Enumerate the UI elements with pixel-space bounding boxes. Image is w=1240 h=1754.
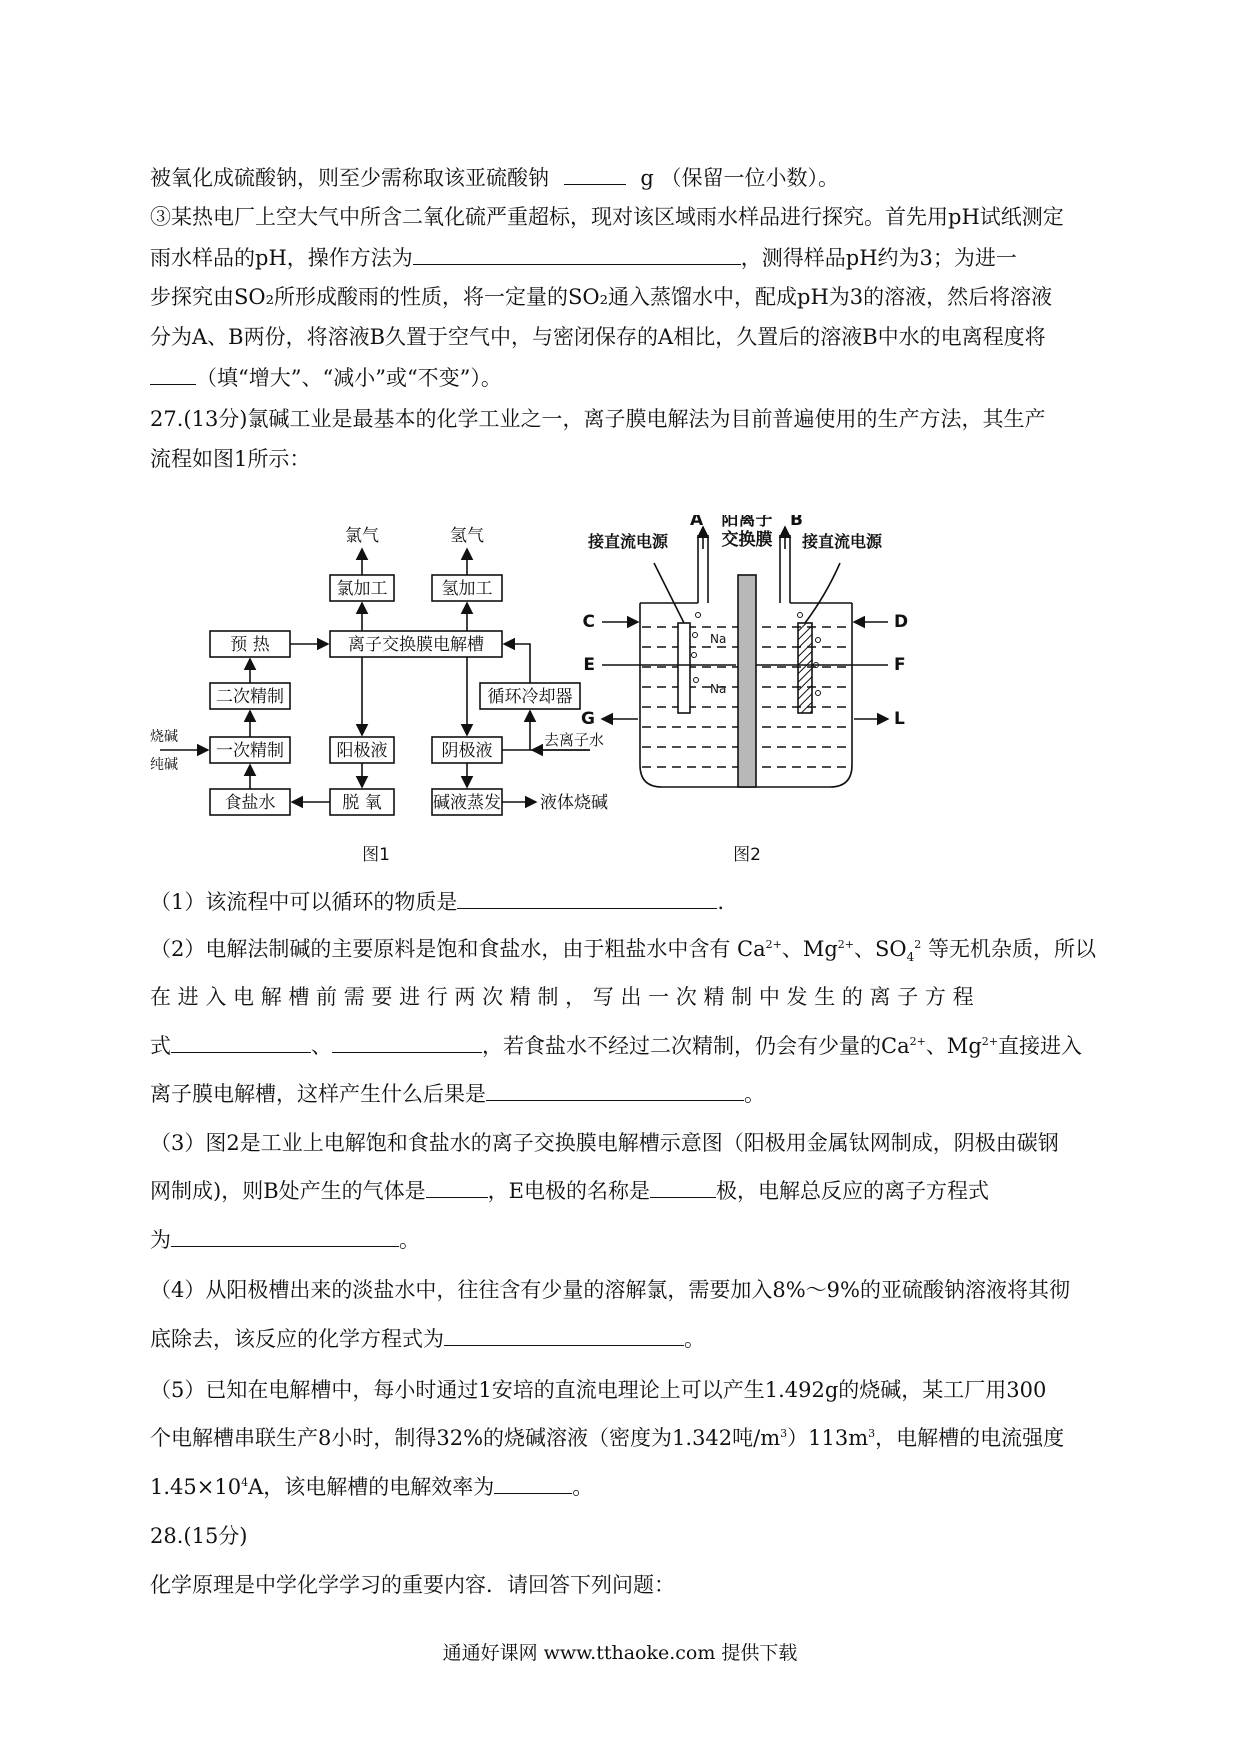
- answer-blank[interactable]: [413, 242, 741, 265]
- answer-blank[interactable]: [171, 1030, 311, 1053]
- answer-blank[interactable]: [150, 362, 196, 385]
- text-line: 底除去，该反应的化学方程式为 。: [150, 1323, 1090, 1354]
- label: F: [894, 655, 906, 675]
- text-line: （4）从阳极槽出来的淡盐水中，往往含有少量的溶解氯，需要加入8%～9%的亚硫酸钠溶液将其彻: [150, 1278, 1070, 1302]
- label: G: [581, 709, 595, 729]
- text-line: 化学原理是中学化学学习的重要内容．请回答下列问题：: [150, 1573, 675, 1597]
- label: 脱 氧: [342, 793, 382, 813]
- text-line: 分为A、B两份，将溶液B久置于空气中，与密闭保存的A相比，久置后的溶液B中水的电离程度将: [150, 325, 1046, 349]
- label: D: [894, 612, 909, 632]
- label: 阳极液: [336, 741, 388, 761]
- label: Na: [710, 682, 727, 696]
- answer-blank[interactable]: [486, 1078, 744, 1101]
- label: 去离子水: [544, 731, 605, 749]
- text-line: （2）电解法制碱的主要原料是饱和食盐水，由于粗盐水中含有 $Ca^{2+}$、$Mg^{2+}$、$SO_4^2$ 等无机杂质，所以: [150, 937, 1096, 965]
- text-line: 离子膜电解槽，这样产生什么后果是 。: [150, 1078, 1090, 1109]
- label: 预 热: [230, 635, 270, 655]
- label: B: [790, 515, 803, 530]
- label: 二次精制: [216, 687, 284, 707]
- text-line: 流程如图1所示：: [150, 447, 311, 471]
- text-line: ③某热电厂上空大气中所含二氧化硫严重超标，现对该区域雨水样品进行探究。首先用pH试纸测定: [150, 205, 1064, 229]
- answer-blank[interactable]: [494, 1471, 572, 1494]
- label: A: [690, 515, 704, 530]
- text-line: 被氧化成硫酸钠，则至少需称取该亚硫酸钠 g （保留一位小数）。: [150, 162, 1090, 193]
- label: 食盐水: [224, 793, 276, 813]
- answer-blank[interactable]: [332, 1030, 482, 1053]
- label: 离子交换膜电解槽: [348, 635, 484, 655]
- label: 碱液蒸发: [433, 793, 501, 813]
- answer-blank[interactable]: [564, 162, 626, 185]
- question-28-title: 28.(15分): [150, 1524, 248, 1548]
- label: 接直流电源: [802, 532, 883, 551]
- question-27-title: 27.(13分)氯碱工业是最基本的化学工业之一，离子膜电解法为目前普遍使用的生产方法，其生产: [150, 407, 1046, 431]
- label: L: [894, 709, 905, 729]
- label: 循环冷却器: [487, 687, 573, 707]
- text-line: 步探究由SO₂所形成酸雨的性质，将一定量的SO₂通入蒸馏水中，配成pH为3的溶液，然后将溶液: [150, 285, 1053, 309]
- text-line: 为 。: [150, 1224, 1090, 1255]
- answer-blank[interactable]: [444, 1323, 684, 1346]
- answer-blank[interactable]: [171, 1224, 399, 1247]
- label: Na: [710, 632, 727, 646]
- label: 一次精制: [216, 741, 284, 761]
- figure-1-labels: [150, 526, 608, 865]
- text-line: （5）已知在电解槽中，每小时通过1安培的直流电理论上可以产生1.492g的烧碱，某工厂用300: [150, 1378, 1047, 1402]
- text-line: （填“增大”、“减小”或“不变”）。: [150, 362, 1090, 393]
- text-line: $1.45\times 10^4A$，该电解槽的电解效率为 。: [150, 1471, 1090, 1502]
- label: 纯碱: [150, 757, 178, 773]
- text-line: （1）该流程中可以循环的物质是 .: [150, 886, 1090, 917]
- footer-text: 通通好课网 www.tthaoke.com 提供下载: [442, 1642, 798, 1664]
- label: 接直流电源: [588, 532, 669, 551]
- label: 阴极液: [441, 741, 493, 761]
- label: E: [583, 655, 595, 675]
- text-line: （3）图2是工业上电解饱和食盐水的离子交换膜电解槽示意图（阳极用金属钛网制成，阴极由碳钢: [150, 1131, 1059, 1155]
- text-line: 式 、 ，若食盐水不经过二次精制，仍会有少量的$Ca^{2+}$、$Mg^{2+}$直接进入: [150, 1030, 1090, 1061]
- label: 氯气: [345, 526, 379, 546]
- text-line: 网制成)，则B处产生的气体是 ，E电极的名称是 极，电解总反应的离子方程式: [150, 1175, 1090, 1206]
- figure-area: [150, 515, 1090, 885]
- text-line: 个电解槽串联生产8小时，制得32%的烧碱溶液（密度为1.342吨$/m^3)113m^3$，电解槽的电流强度: [150, 1426, 1065, 1450]
- label: 氯加工: [336, 579, 388, 599]
- figures-svg: [150, 515, 1090, 885]
- answer-blank[interactable]: [650, 1175, 716, 1198]
- figure-2-electrolyzer: [602, 527, 888, 787]
- label: 烧碱: [150, 729, 178, 745]
- label: 氢加工: [441, 579, 493, 599]
- answer-blank[interactable]: [457, 886, 717, 909]
- label: 氢气: [450, 526, 484, 546]
- figure-caption: 图2: [733, 845, 761, 865]
- label: 阳离子: [721, 515, 773, 530]
- figure-caption: 图1: [362, 845, 390, 865]
- label: 液体烧碱: [540, 793, 608, 813]
- answer-blank[interactable]: [426, 1175, 488, 1198]
- text-line: 雨水样品的pH，操作方法为 ，测得样品pH约为3；为进一: [150, 242, 1090, 273]
- label: 交换膜: [721, 530, 773, 550]
- label: C: [582, 612, 595, 632]
- text-line: 在 进 入 电 解 槽 前 需 要 进 行 两 次 精 制 ， 写 出 一 次 精 制 中 发 生 的 离 子 方 程: [150, 985, 974, 1009]
